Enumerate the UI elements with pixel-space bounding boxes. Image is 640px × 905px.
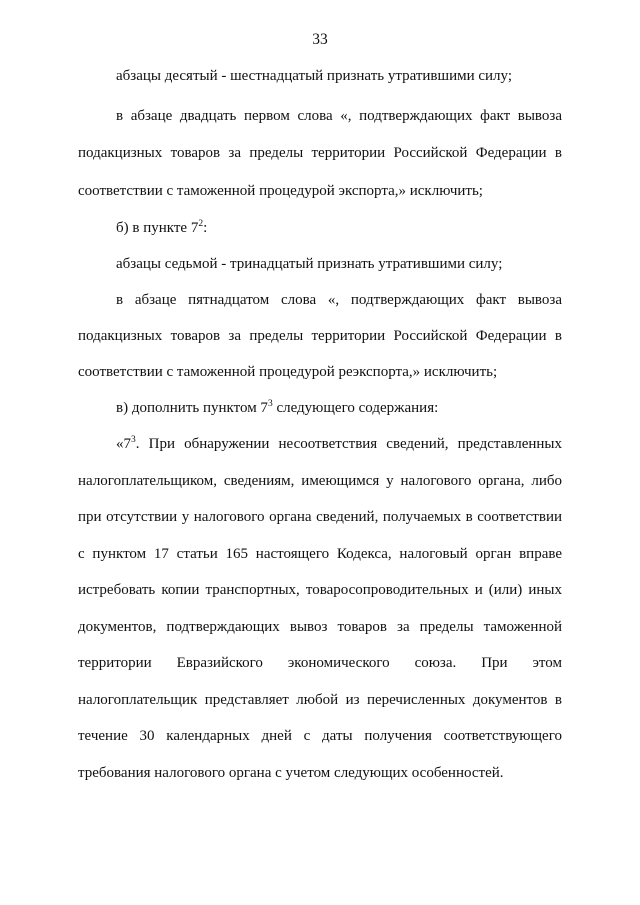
paragraph-line: документов, подтверждающих вывоз товаров за пределы таможенной	[78, 619, 562, 635]
paragraph-line: с пунктом 17 статьи 165 настоящего Кодекса, налоговый орган вправе	[78, 546, 562, 562]
paragraph-line: подакцизных товаров за пределы территории Российской Федерации в	[78, 328, 562, 344]
paragraph-line: соответствии с таможенной процедурой реэкспорта,» исключить;	[78, 364, 498, 380]
paragraph-line: при отсутствии у налогового органа сведений, получаемых в соответствии	[78, 509, 562, 525]
page-number: 33	[312, 31, 328, 48]
line-text: в) дополнить пунктом 7	[116, 400, 268, 416]
paragraph-line: истребовать копии транспортных, товаросопроводительных и (или) иных	[78, 582, 562, 598]
superscript: 3	[267, 399, 273, 409]
line-text: б) в пункте 7	[116, 220, 199, 236]
paragraph-line: подакцизных товаров за пределы территории Российской Федерации в	[78, 145, 562, 161]
paragraph-line: в абзаце двадцать первом слова «, подтверждающих факт вывоза	[116, 108, 562, 124]
superscript: 2	[198, 219, 204, 229]
paragraph-line: абзацы седьмой - тринадцатый признать утратившими силу;	[116, 256, 503, 272]
paragraph-line	[116, 435, 562, 453]
paragraph-line: территории Евразийского экономического союза. При этом	[78, 655, 562, 671]
paragraph-line: течение 30 календарных дней с даты получения соответствующего	[78, 728, 562, 744]
line-text: . При обнаружении несоответствия сведений, представленных	[135, 436, 562, 452]
paragraph-line: абзацы десятый - шестнадцатый признать утратившими силу;	[116, 68, 513, 84]
superscript: 3	[131, 435, 136, 445]
paragraph-line: налогоплательщиком, сведениям, имеющимся у налогового органа, либо	[78, 473, 562, 489]
paragraph-line	[116, 399, 562, 417]
line-text: следующего содержания:	[272, 400, 439, 416]
paragraph-line: налогоплательщик представляет любой из перечисленных документов в	[78, 692, 562, 708]
paragraph-line	[116, 219, 562, 237]
line-text: «7	[116, 436, 131, 452]
paragraph-line: соответствии с таможенной процедурой экспорта,» исключить;	[78, 183, 483, 199]
paragraph-line: в абзаце пятнадцатом слова «, подтверждающих факт вывоза	[116, 292, 562, 308]
paragraph-line: требования налогового органа с учетом следующих особенностей.	[78, 765, 504, 781]
line-text: :	[203, 220, 208, 236]
